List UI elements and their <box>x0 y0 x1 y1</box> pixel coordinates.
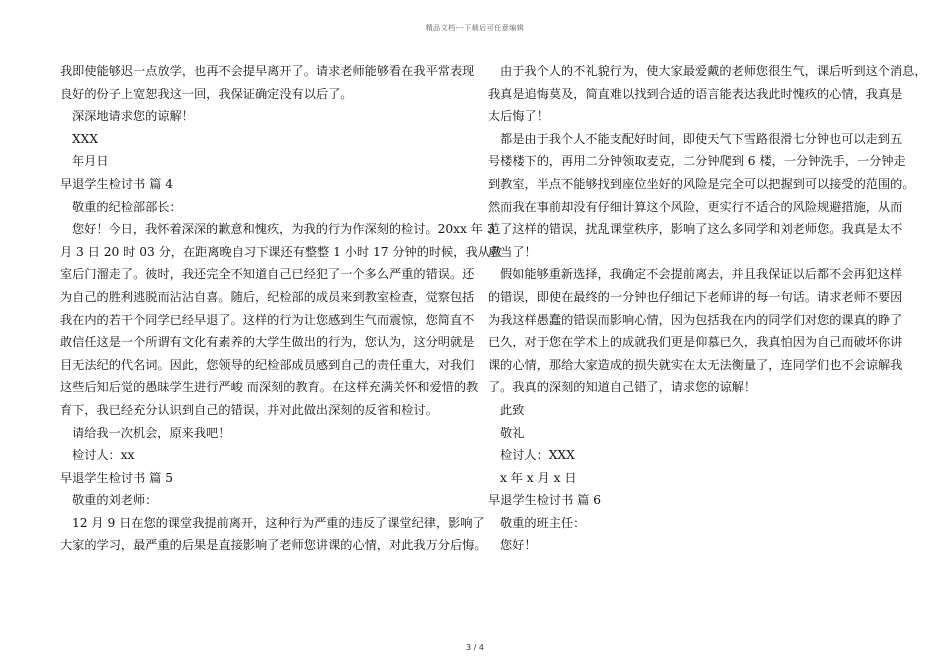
text-line: 良好的份子上宽恕我这一回，我保证确定没有以后了。 <box>60 86 353 101</box>
left-column <box>60 60 503 557</box>
text-line: 月 3 日 20 时 03 分，在距离晚自习下课还有整整 1 小时 17 分钟的时候，我从教 <box>60 244 503 259</box>
text-line: 已久，对于您在学术上的成就我们更是仰慕已久，我真怕因为自己而破坏你讲 <box>488 335 903 350</box>
text-line: 检讨人：xx <box>72 448 135 463</box>
text-line: 此致 <box>500 402 525 417</box>
text-line: 为自己的胜利逃脱而沾沾自喜。随后，纪检部的成员来到教室检查，觉察包括 <box>60 289 475 304</box>
text-line: XXX <box>72 131 99 146</box>
right-column <box>488 60 927 557</box>
text-line: 太后悔了！ <box>488 109 549 124</box>
text-line: 到教室，半点不能够找到座位坐好的风险是完全可以把握到可以接受的范围的。 <box>488 176 915 191</box>
text-line: 我即使能够迟一点放学，也再不会提早离开了。请求老师能够看在我平常表现 <box>60 64 475 78</box>
text-line: 由于我个人的不礼貌行为，使大家最爱戴的老师您很生气，课后听到这个消息， <box>500 64 927 78</box>
text-line: 目无法纪的代名词。因此，您领导的纪检部成员感到自己的责任重大，对我们 <box>60 357 475 372</box>
text-line: 育下，我已经充分认识到自己的错误，并对此做出深刻的反省和检讨。 <box>60 402 438 417</box>
text-line: 假如能够重新选择，我确定不会提前离去，并且我保证以后都不会再犯这样 <box>500 267 903 282</box>
text-line: 号楼楼下的，再用二分钟领取麦克，二分钟爬到 6 楼，一分钟洗手，一分钟走 <box>488 154 906 169</box>
text-line: 您好！今日，我怀着深深的歉意和愧疚，为我的行为作深刻的检讨。20xx 年 3 <box>72 222 495 237</box>
text-line: 大家的学习，最严重的后果是直接影响了老师您讲课的心情，对此我万分后悔。 <box>60 538 487 553</box>
text-line: 12 月 9 日在您的课堂我提前离开，这种行为严重的违反了课堂纪律，影响了 <box>72 515 485 530</box>
text-line: 请给我一次机会，原来我吧！ <box>72 425 231 440</box>
text-line: 敬重的班主任： <box>500 515 586 530</box>
text-line: 了。我真的深刻的知道自己错了，请求您的谅解！ <box>488 380 757 395</box>
text-line: 早退学生检讨书 篇 5 <box>60 470 174 485</box>
text-line: 敬礼 <box>500 425 525 440</box>
text-line: 年月日 <box>72 154 109 169</box>
text-line: 您好！ <box>500 538 537 553</box>
text-line: 室后门溜走了。彼时，我还完全不知道自己已经犯了一个多么严重的错误。还 <box>60 267 475 282</box>
text-line: 应当了！ <box>488 244 537 259</box>
text-line: 敢信任这是一个所谓有文化有素养的大学生做出的行为，您认为，这分明就是 <box>60 335 475 350</box>
text-line: 都是由于我个人不能支配好时间，即使天气下雪路很滑七分钟也可以走到五 <box>500 131 903 146</box>
text-line: 然而我在事前却没有仔细计算这个风险，更实行不适合的风险规避措施，从而 <box>488 199 903 214</box>
page-number: 3 / 4 <box>466 643 484 652</box>
text-line: 范了这样的错误，扰乱课堂秩序，影响了这么多同学和刘老师您。我真是太不 <box>488 222 903 237</box>
text-line: 这些后知后觉的愚昧学生进行严峻 而深刻的教育。在这样充满关怀和爱惜的教 <box>60 380 479 395</box>
text-line: 为我这样愚蠢的错误而影响心情，因为包括我在内的同学们对您的课真的睁了 <box>488 312 903 327</box>
text-line: 的错误，即使在最终的一分钟也仔细记下老师讲的每一句话。请求老师不要因 <box>488 289 903 304</box>
text-line: 敬重的刘老师： <box>72 493 158 508</box>
text-line: 敬重的纪检部部长： <box>72 199 182 214</box>
page-header: 精品文档---下载后可任意编辑 <box>425 24 525 32</box>
text-line: 早退学生检讨书 篇 6 <box>488 493 602 508</box>
text-line: 深深地请求您的谅解！ <box>72 109 194 124</box>
text-line: 检讨人：XXX <box>500 448 575 463</box>
text-line: 课的心情，那给大家造成的损失就实在太无法衡量了，连同学们也不会谅解我 <box>488 357 903 372</box>
text-line: 早退学生检讨书 篇 4 <box>60 176 174 191</box>
text-line: x 年 x 月 x 日 <box>500 470 577 485</box>
text-line: 我在内的若干个同学已经早退了。这样的行为让您感到生气而震惊，您简直不 <box>60 312 475 327</box>
text-line: 我真是追悔莫及，简直难以找到合适的语言能表达我此时愧疚的心情，我真是 <box>488 86 903 101</box>
